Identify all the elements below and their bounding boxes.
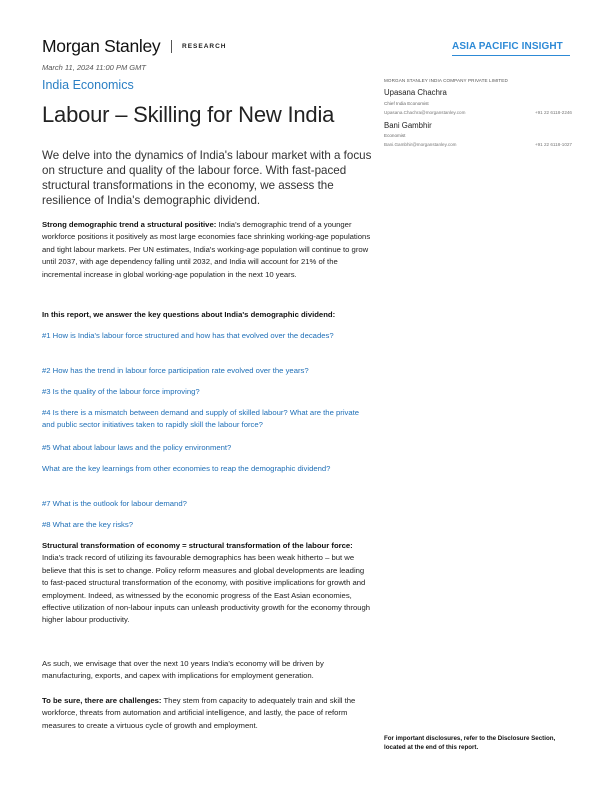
- question-link-6[interactable]: What are the key learnings from other economies to reap the demographic dividend?: [42, 464, 331, 473]
- question-link-7[interactable]: #7 What is the outlook for labour demand?: [42, 499, 187, 508]
- paragraph-demographic-trend: [42, 219, 372, 281]
- paragraph-text: India's track record of utilizing its favourable demographics has been weak hitherto – but we believe that this is set to change. Policy reform measures and global developments are leading to fast-paced structural transformation of the economy, with positive implications for growth and employment. Indeed, as witnessed by the economic progress of the East Asian economies, effective utilization of non-labour inputs can unleash productivity growth for the economy through higher labour productivity.: [42, 553, 371, 625]
- analyst-name: Bani Gambhir: [384, 121, 432, 130]
- section-name: India Economics: [42, 78, 134, 92]
- question-link-1[interactable]: #1 How is India's labour force structured and how has that evolved over the decades?: [42, 331, 334, 340]
- analyst-phone: +91 22 6118-2246: [534, 110, 572, 115]
- morgan-stanley-logo: Morgan Stanley: [42, 36, 161, 56]
- analyst-name: Upasana Chachra: [384, 88, 447, 97]
- report-title: Labour – Skilling for New India: [42, 102, 335, 127]
- analyst-phone: +91 22 6118-1027: [534, 142, 572, 147]
- firm-name: MORGAN STANLEY INDIA COMPANY PRIVATE LIMITED: [384, 78, 508, 83]
- question-link-5[interactable]: #5 What about labour laws and the policy environment?: [42, 443, 232, 452]
- paragraph-structural-transformation: [42, 540, 372, 627]
- analyst-role: Economist: [384, 133, 406, 138]
- paragraph-text: India's demographic trend of a younger workforce positions it positively as most large economies face shrinking working-age populations and tight labour markets. Per UN estimates, India's working-age population will continue to grow until 2037, with age dependency falling until 2032, and India will account for 21% of the incremental increase in global working-age population in the next 10 years.: [42, 220, 371, 279]
- paragraph-heading: In this report, we answer the key questions about India's demographic dividend:: [42, 310, 336, 319]
- lead-paragraph: We delve into the dynamics of India's labour market with a focus on structure and quality of the labour force. With fast-paced structural transformations in the economy, we assess the resilience of India's demographic dividend.: [42, 149, 372, 207]
- question-link-2[interactable]: #2 How has the trend in labour force participation rate evolved over the years?: [42, 366, 309, 375]
- header-divider: [171, 40, 172, 53]
- paragraph-heading: Strong demographic trend a structural positive:: [42, 220, 217, 229]
- paragraph-heading: To be sure, there are challenges:: [42, 696, 162, 705]
- analyst-contact: [384, 110, 572, 115]
- report-date: March 11, 2024 11:00 PM GMT: [42, 63, 146, 72]
- paragraph-heading: Structural transformation of economy = structural transformation of the labour force:: [42, 541, 353, 550]
- research-label: RESEARCH: [182, 43, 227, 50]
- series-underline: [452, 55, 570, 56]
- analyst-role: Chief India Economist: [384, 101, 429, 106]
- series-label: ASIA PACIFIC INSIGHT: [452, 41, 563, 52]
- analyst-email[interactable]: Upasana.Chachra@morganstanley.com: [384, 110, 466, 115]
- paragraph-challenges: [42, 695, 372, 732]
- paragraph-text: They stem from capacity to adequately train and skill the workforce, threats from automation and artificial intelligence, and lastly, the pace of reform measures to create a virtuous cycle of growth and employment.: [42, 696, 356, 730]
- analyst-contact: [384, 142, 572, 147]
- question-link-3[interactable]: #3 Is the quality of the labour force improving?: [42, 387, 200, 396]
- paragraph-outlook: As such, we envisage that over the next 10 years India's economy will be driven by manufacturing, exports, and capex with implications for employment generation.: [42, 659, 324, 681]
- question-link-4[interactable]: #4 Is there is a mismatch between demand and supply of skilled labour? What are the private and public sector initiatives taken to rapidly skill the labour force?: [42, 408, 360, 430]
- questions-intro: [42, 309, 372, 321]
- question-link-8[interactable]: #8 What are the key risks?: [42, 520, 134, 529]
- analyst-email[interactable]: Bani.Gambhir@morganstanley.com: [384, 142, 457, 147]
- disclosure-note: For important disclosures, refer to the Disclosure Section, located at the end of this report.: [384, 735, 556, 751]
